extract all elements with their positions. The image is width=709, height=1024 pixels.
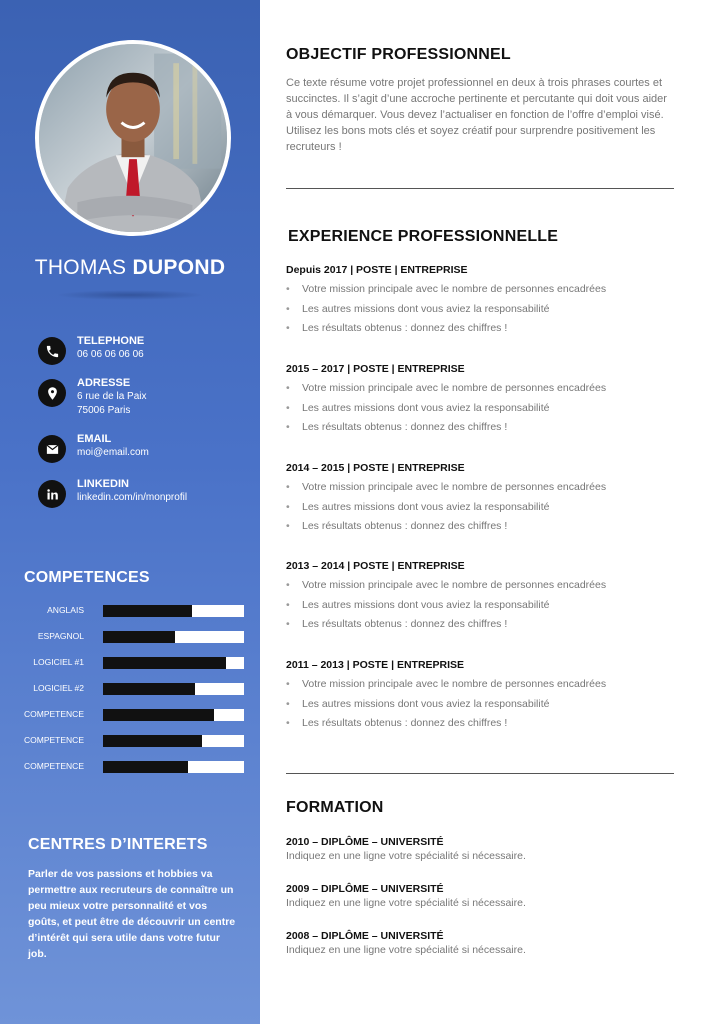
experience-bullet bbox=[286, 519, 686, 533]
location-pin-icon bbox=[38, 379, 66, 407]
experience-bullets bbox=[286, 480, 686, 533]
skill-label: LOGICIEL #1 bbox=[33, 657, 84, 667]
skill-level-fill bbox=[103, 709, 214, 721]
bullet-text: Votre mission principale avec le nombre de personnes encadrées bbox=[302, 579, 607, 591]
education-entry bbox=[286, 882, 686, 911]
skill-level-bar bbox=[103, 735, 244, 747]
skill-level-bar bbox=[103, 605, 244, 617]
skill-level-fill bbox=[103, 683, 195, 695]
experience-bullet bbox=[286, 716, 686, 730]
bullet-marker: • bbox=[286, 697, 290, 710]
skill-row bbox=[0, 759, 260, 775]
experience-entry bbox=[286, 658, 686, 736]
bullet-text: Les résultats obtenus : donnez des chiffres ! bbox=[302, 717, 508, 730]
experience-bullets bbox=[286, 381, 686, 434]
skill-label: ANGLAIS bbox=[47, 605, 84, 615]
experience-title: EXPERIENCE PROFESSIONNELLE bbox=[288, 228, 559, 245]
experience-entry bbox=[286, 362, 686, 440]
bullet-text: Les autres missions dont vous aviez la responsabilité bbox=[302, 500, 550, 513]
experience-entry bbox=[286, 263, 686, 341]
profile-photo bbox=[35, 40, 231, 236]
experience-bullet bbox=[286, 480, 686, 494]
address-line-2: 75006 Paris bbox=[77, 405, 131, 416]
bullet-marker: • bbox=[286, 579, 290, 591]
education-entry bbox=[286, 835, 686, 864]
experience-entry-title: 2015 – 2017 | POSTE | ENTREPRISE bbox=[286, 363, 465, 375]
experience-bullet bbox=[286, 617, 686, 631]
skill-level-fill bbox=[103, 605, 192, 617]
skill-row bbox=[0, 603, 260, 619]
bullet-text: Les autres missions dont vous aviez la responsabilité bbox=[302, 401, 550, 414]
skill-row bbox=[0, 733, 260, 749]
contact-label: LINKEDIN bbox=[77, 478, 129, 490]
bullet-text: Les résultats obtenus : donnez des chiffres ! bbox=[302, 618, 508, 631]
experience-entry bbox=[286, 461, 686, 539]
bullet-marker: • bbox=[286, 598, 290, 611]
experience-bullets bbox=[286, 282, 686, 335]
experience-bullet bbox=[286, 381, 686, 395]
name-shadow bbox=[55, 290, 205, 300]
bullet-text: Votre mission principale avec le nombre de personnes encadrées bbox=[302, 283, 607, 295]
experience-bullet bbox=[286, 578, 686, 592]
education-title: FORMATION bbox=[286, 799, 384, 816]
objective-title: OBJECTIF PROFESSIONNEL bbox=[286, 46, 511, 63]
bullet-marker: • bbox=[286, 401, 290, 414]
skill-level-bar bbox=[103, 631, 244, 643]
bullet-marker: • bbox=[286, 302, 290, 315]
skill-row bbox=[0, 707, 260, 723]
experience-entry bbox=[286, 559, 686, 637]
education-entry-title: 2009 – DIPLÔME – UNIVERSITÉ bbox=[286, 883, 444, 895]
interests-text: Parler de vos passions et hobbies va permettre aux recruteurs de connaître un peu mieux votre personnalité et vos goûts, et peut être de découvrir un centre d’intérêt qui sera utile dans votre futur job. bbox=[28, 868, 236, 960]
experience-bullets bbox=[286, 677, 686, 730]
experience-entry-title: 2013 – 2014 | POSTE | ENTREPRISE bbox=[286, 560, 465, 572]
interests-title: CENTRES D’INTERETS bbox=[28, 836, 208, 853]
bullet-text: Votre mission principale avec le nombre de personnes encadrées bbox=[302, 678, 607, 690]
bullet-text: Les autres missions dont vous aviez la responsabilité bbox=[302, 598, 550, 611]
experience-entry-title: 2011 – 2013 | POSTE | ENTREPRISE bbox=[286, 659, 465, 671]
skill-level-fill bbox=[103, 657, 226, 669]
skill-level-bar bbox=[103, 657, 244, 669]
experience-bullets bbox=[286, 578, 686, 631]
candidate-name bbox=[0, 256, 260, 280]
skill-level-fill bbox=[103, 735, 202, 747]
last-name: DUPOND bbox=[132, 256, 226, 279]
skill-level-fill bbox=[103, 761, 188, 773]
skill-row bbox=[0, 655, 260, 671]
experience-entry-title: Depuis 2017 | POSTE | ENTREPRISE bbox=[286, 264, 468, 276]
bullet-marker: • bbox=[286, 500, 290, 513]
bullet-text: Les résultats obtenus : donnez des chiffres ! bbox=[302, 322, 508, 335]
education-entry-title: 2008 – DIPLÔME – UNIVERSITÉ bbox=[286, 930, 444, 942]
bullet-marker: • bbox=[286, 283, 290, 295]
experience-bullet bbox=[286, 598, 686, 612]
skill-label: COMPETENCE bbox=[24, 761, 84, 771]
bullet-marker: • bbox=[286, 481, 290, 493]
skill-level-bar bbox=[103, 761, 244, 773]
experience-bullet bbox=[286, 420, 686, 434]
skill-label: COMPETENCE bbox=[24, 735, 84, 745]
bullet-marker: • bbox=[286, 322, 290, 335]
education-entry-desc: Indiquez en une ligne votre spécialité si nécessaire. bbox=[286, 850, 526, 862]
bullet-marker: • bbox=[286, 382, 290, 394]
bullet-marker: • bbox=[286, 678, 290, 690]
experience-bullet bbox=[286, 500, 686, 514]
bullet-text: Les résultats obtenus : donnez des chiffres ! bbox=[302, 421, 508, 434]
education-entry-title: 2010 – DIPLÔME – UNIVERSITÉ bbox=[286, 836, 444, 848]
objective-text: Ce texte résume votre projet professionnel en deux à trois phrases courtes et succinctes. Il s’agit d’une accroche pertinente et percutante qui doit vous aider à vous démarquer. Vous devez l’actualiser en fonction de l’offre d’emploi visé. Utilisez les bons mots clés et soyez créatif pour surprendre positivement les recruteurs ! bbox=[286, 77, 667, 153]
skill-level-fill bbox=[103, 631, 175, 643]
education-entry-desc: Indiquez en une ligne votre spécialité si nécessaire. bbox=[286, 944, 526, 956]
divider bbox=[286, 188, 674, 189]
linkedin-url: linkedin.com/in/monprofil bbox=[77, 492, 188, 503]
bullet-marker: • bbox=[286, 717, 290, 730]
linkedin-icon bbox=[38, 480, 66, 508]
contact-label: ADRESSE bbox=[77, 377, 131, 389]
experience-entry-title: 2014 – 2015 | POSTE | ENTREPRISE bbox=[286, 462, 465, 474]
skill-row bbox=[0, 629, 260, 645]
mail-icon bbox=[38, 435, 66, 463]
skills-title: COMPETENCES bbox=[24, 569, 150, 586]
phone-number: 06 06 06 06 06 bbox=[77, 349, 144, 360]
experience-bullet bbox=[286, 282, 686, 296]
education-entry bbox=[286, 929, 686, 958]
experience-bullet bbox=[286, 697, 686, 711]
first-name: THOMAS bbox=[34, 256, 127, 279]
bullet-marker: • bbox=[286, 520, 290, 533]
bullet-text: Les résultats obtenus : donnez des chiffres ! bbox=[302, 520, 508, 533]
contact-label: EMAIL bbox=[77, 433, 112, 445]
education-entry-desc: Indiquez en une ligne votre spécialité si nécessaire. bbox=[286, 897, 526, 909]
experience-bullet bbox=[286, 321, 686, 335]
skill-row bbox=[0, 681, 260, 697]
bullet-marker: • bbox=[286, 421, 290, 434]
skill-level-bar bbox=[103, 683, 244, 695]
skill-label: ESPAGNOL bbox=[37, 631, 84, 641]
experience-bullet bbox=[286, 677, 686, 691]
sidebar bbox=[0, 0, 260, 1024]
experience-bullet bbox=[286, 401, 686, 415]
bullet-text: Votre mission principale avec le nombre de personnes encadrées bbox=[302, 382, 607, 394]
profile-photo-illustration bbox=[39, 44, 227, 232]
skill-label: LOGICIEL #2 bbox=[33, 683, 84, 693]
email-address: moi@email.com bbox=[77, 447, 149, 458]
bullet-text: Les autres missions dont vous aviez la responsabilité bbox=[302, 302, 550, 315]
skill-label: COMPETENCE bbox=[24, 709, 84, 719]
bullet-text: Votre mission principale avec le nombre de personnes encadrées bbox=[302, 481, 607, 493]
phone-icon bbox=[38, 337, 66, 365]
address-line-1: 6 rue de la Paix bbox=[77, 391, 147, 402]
bullet-text: Les autres missions dont vous aviez la responsabilité bbox=[302, 697, 550, 710]
contact-label: TELEPHONE bbox=[77, 335, 145, 347]
divider bbox=[286, 773, 674, 774]
skill-level-bar bbox=[103, 709, 244, 721]
bullet-marker: • bbox=[286, 618, 290, 631]
experience-bullet bbox=[286, 302, 686, 316]
